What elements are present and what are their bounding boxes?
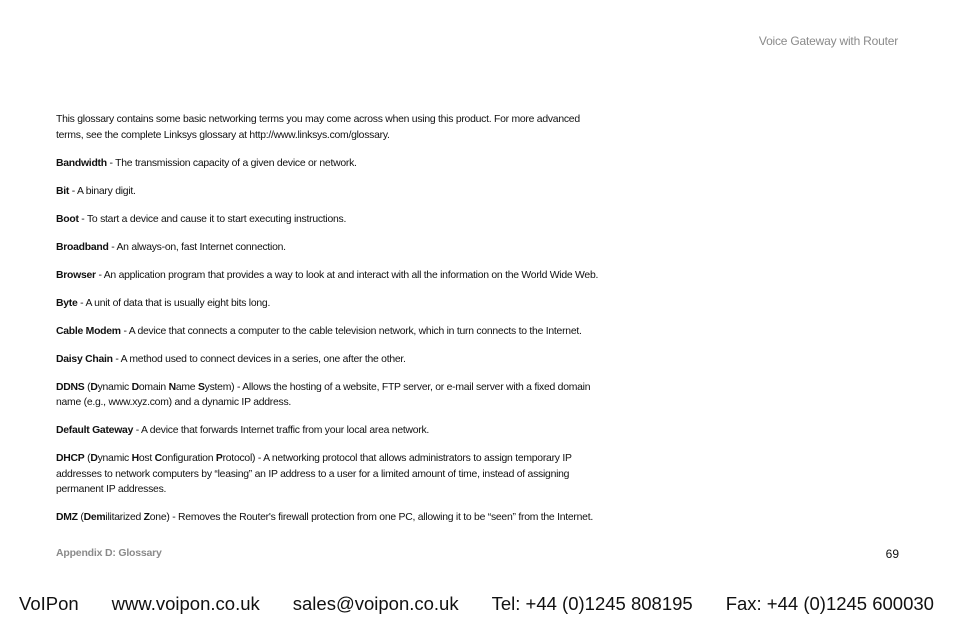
email-link[interactable]: sales@voipon.co.uk	[292, 593, 459, 614]
expansion-paren: (	[84, 381, 91, 393]
glossary-entry-default-gateway	[56, 423, 666, 439]
expansion-paren: (	[77, 512, 84, 523]
telephone-number: Tel: +44 (0)1245 808195	[491, 593, 693, 614]
glossary-entry-dmz	[56, 510, 666, 526]
glossary-definition: - To start a device and cause it to start executing instructions.	[78, 213, 347, 225]
intro-line-2: terms, see the complete Linksys glossary at http://www.linksys.com/glossary.	[56, 129, 390, 141]
glossary-entry-broadband	[56, 240, 666, 256]
glossary-definition: - A unit of data that is usually eight bits long.	[77, 297, 271, 309]
glossary-term: Browser	[56, 269, 96, 281]
acronym-word-rest: ynamic	[97, 453, 132, 464]
acronym-word-rest: ost	[138, 453, 155, 464]
contact-bar	[19, 593, 934, 615]
acronym-word-rest: ystem)	[204, 381, 235, 393]
glossary-term: DMZ	[56, 512, 78, 523]
glossary-definition: - A networking protocol that allows administrators to assign temporary IP	[255, 453, 572, 464]
glossary-definition: - A device that forwards Internet traffic from your local area network.	[133, 425, 430, 436]
glossary-term: DDNS	[56, 381, 85, 393]
website-link[interactable]: www.voipon.co.uk	[111, 593, 260, 614]
company-name: VoIPon	[19, 593, 79, 614]
glossary-definition: - The transmission capacity of a given device or network.	[106, 157, 357, 169]
glossary-content	[56, 112, 666, 538]
glossary-definition: - An application program that provides a way to look at and interact with all the information on the World Wide Web.	[95, 269, 599, 281]
glossary-definition: - A method used to connect devices in a series, one after the other.	[112, 353, 406, 365]
glossary-term: Bit	[56, 185, 70, 197]
acronym-letter: Dem	[83, 512, 106, 523]
glossary-definition: - Removes the Router's firewall protection from one PC, allowing it to be “seen” from the Internet.	[169, 512, 593, 523]
glossary-definition: - A binary digit.	[69, 185, 136, 197]
acronym-letter: C	[154, 453, 162, 464]
acronym-word-rest: ilitarized	[105, 512, 144, 523]
acronym-word-rest: rotocol)	[222, 453, 256, 464]
glossary-entry-dhcp	[56, 451, 666, 498]
glossary-entry-ddns	[56, 380, 666, 411]
acronym-word-rest: ame	[175, 381, 198, 393]
acronym-letter: P	[215, 453, 223, 464]
document-title: Voice Gateway with Router	[758, 34, 898, 48]
acronym-letter: H	[131, 453, 139, 464]
acronym-word-rest: one)	[149, 512, 170, 523]
glossary-term: Bandwidth	[56, 157, 107, 169]
glossary-definition-continued: permanent IP addresses.	[56, 484, 167, 495]
expansion-paren: (	[84, 453, 91, 464]
acronym-letter: D	[90, 381, 98, 393]
intro-paragraph	[56, 112, 666, 143]
glossary-term: Byte	[56, 297, 78, 309]
glossary-entry-boot	[56, 212, 666, 228]
glossary-term: DHCP	[56, 453, 85, 464]
acronym-word-rest: ynamic	[97, 381, 132, 393]
glossary-term: Boot	[56, 213, 79, 225]
acronym-letter: Z	[143, 512, 150, 523]
acronym-letter: S	[197, 381, 205, 393]
glossary-entry-browser	[56, 268, 666, 284]
glossary-term: Cable Modem	[56, 325, 121, 337]
glossary-entry-cable-modem	[56, 324, 666, 340]
acronym-word-rest: omain	[138, 381, 169, 393]
glossary-definition-continued: addresses to network computers by “leasing” an IP address to a user for a limited amount of time, instead of assigning	[56, 468, 570, 480]
footer-section-label: Appendix D: Glossary	[56, 547, 162, 559]
glossary-definition-continued: name (e.g., www.xyz.com) and a dynamic IP address.	[56, 397, 292, 408]
acronym-letter: D	[131, 381, 139, 393]
page-number: 69	[885, 547, 899, 561]
glossary-term: Default Gateway	[56, 425, 134, 436]
glossary-definition: - A device that connects a computer to the cable television network, which in turn connects to the Internet.	[120, 325, 582, 337]
intro-line-1: This glossary contains some basic networking terms you may come across when using this product. For more advanced	[56, 114, 580, 125]
glossary-entry-bandwidth	[56, 156, 666, 172]
glossary-entry-bit	[56, 184, 666, 200]
glossary-term: Broadband	[56, 241, 109, 253]
acronym-letter: D	[90, 453, 98, 464]
glossary-entry-byte	[56, 296, 666, 312]
fax-number: Fax: +44 (0)1245 600030	[725, 593, 934, 614]
glossary-definition: - Allows the hosting of a website, FTP server, or e-mail server with a fixed domain	[234, 381, 591, 393]
acronym-word-rest: onfiguration	[161, 453, 216, 464]
glossary-term: Daisy Chain	[56, 353, 113, 365]
glossary-entry-daisy-chain	[56, 352, 666, 368]
acronym-letter: N	[168, 381, 176, 393]
glossary-definition: - An always-on, fast Internet connection.	[108, 241, 286, 253]
